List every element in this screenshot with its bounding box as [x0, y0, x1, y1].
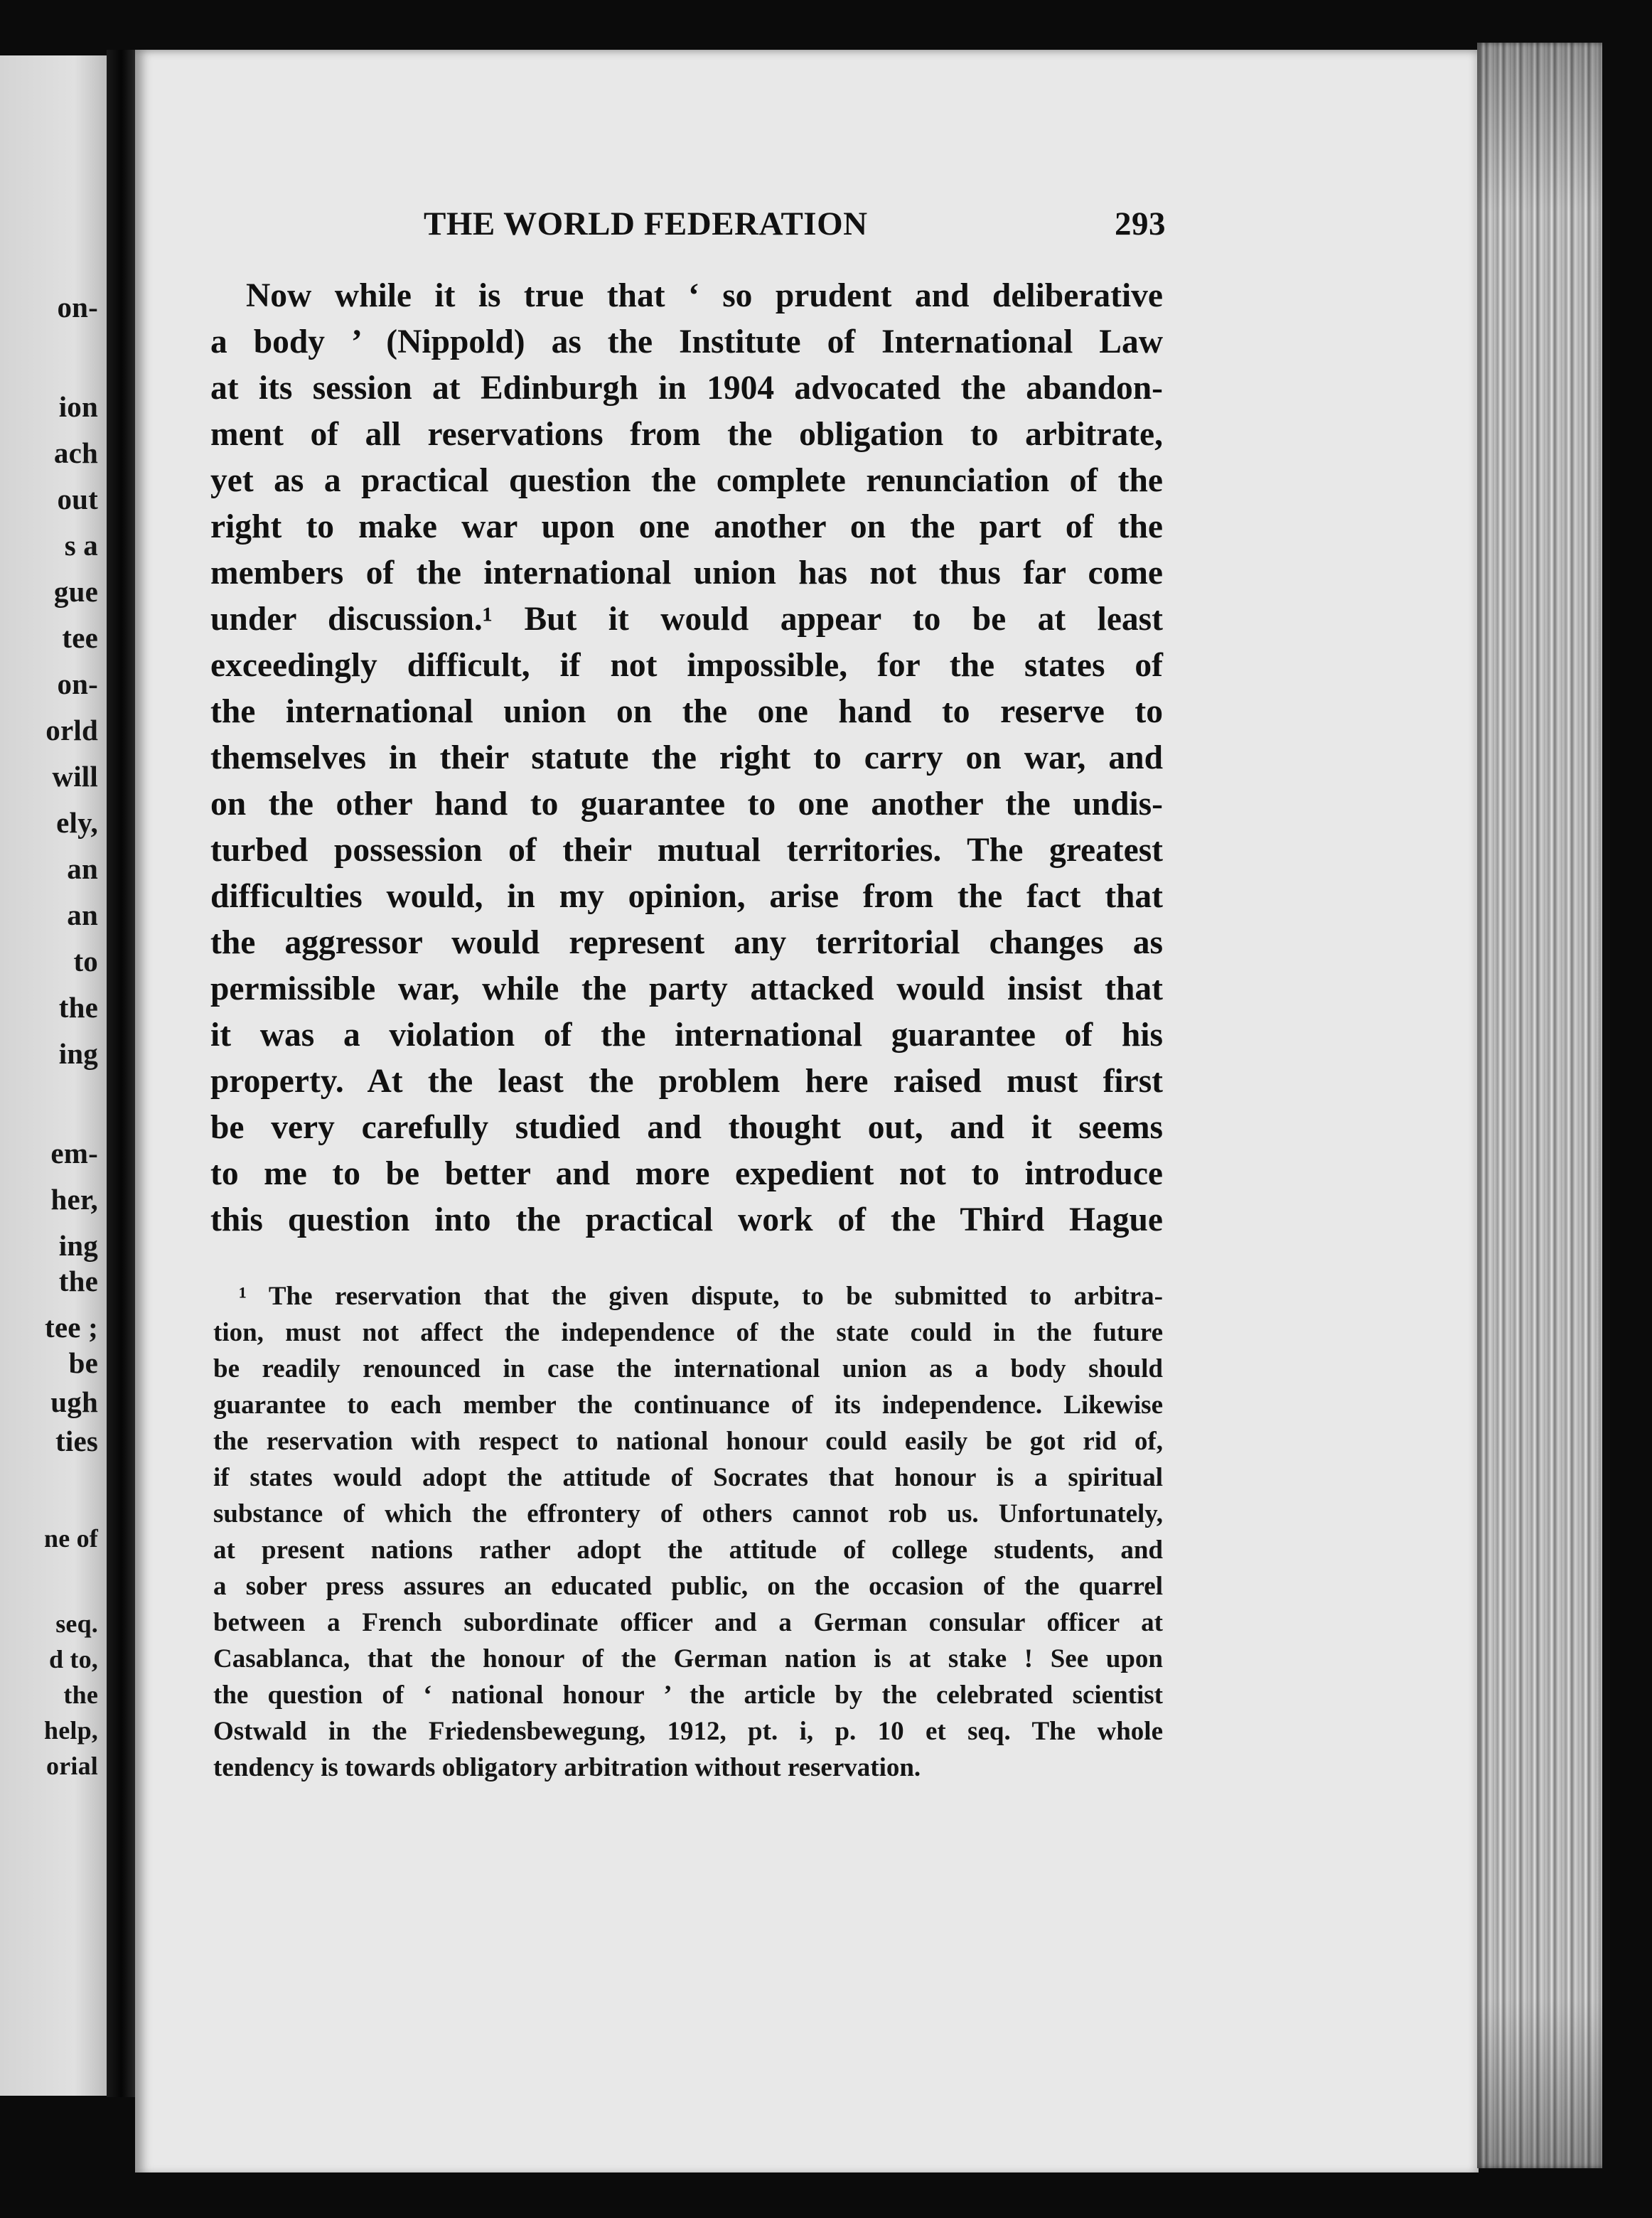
facing-page-fragment: gue: [53, 575, 98, 608]
footnote-line: the reservation with respect to national honour could easily be got rid of,: [213, 1427, 1163, 1456]
body-line: members of the international union has not thus far come: [210, 554, 1163, 591]
body-line: the international union on the one hand to reserve to: [210, 693, 1163, 730]
facing-page-fragment: ugh: [50, 1386, 98, 1418]
body-line: property. At the least the problem here raised must first: [210, 1063, 1163, 1100]
facing-page-fragment: orial: [46, 1752, 98, 1780]
facing-page-fragment: on-: [57, 291, 98, 323]
facing-page-edge: [0, 55, 107, 2096]
facing-page-fragment: the: [58, 991, 98, 1024]
facing-page-fragment: ion: [58, 390, 98, 423]
facing-page-fragment: be: [68, 1346, 98, 1379]
facing-page-fragment: out: [57, 483, 98, 515]
body-line: themselves in their statute the right to carry on war, and: [210, 739, 1163, 776]
body-line: permissible war, while the party attacked would insist that: [210, 970, 1163, 1007]
body-line: to me to be better and more expedient not to introduce: [210, 1155, 1163, 1192]
footnote-line: tion, must not affect the independence of the state could in the future: [213, 1318, 1163, 1347]
facing-page-fragment: d to,: [48, 1645, 98, 1673]
running-head-title: THE WORLD FEDERATION: [424, 205, 868, 242]
facing-page-fragment: her,: [50, 1183, 98, 1216]
body-line: difficulties would, in my opinion, arise from the fact that: [210, 878, 1163, 915]
footnote-line: Casablanca, that the honour of the German nation is at stake ! See upon: [213, 1644, 1163, 1673]
footnote-line: tendency is towards obligatory arbitration without reservation.: [213, 1753, 921, 1782]
body-line: under discussion.¹ But it would appear to be at least: [210, 601, 1163, 638]
facing-page-fragment: ing: [58, 1229, 98, 1262]
body-line: ment of all reservations from the obligation to arbitrate,: [210, 416, 1163, 453]
facing-page-fragment: orld: [45, 714, 98, 746]
facing-page-fragment: on-: [57, 668, 98, 700]
facing-page-fragment: seq.: [55, 1609, 98, 1638]
page-stack-shadow: [1477, 43, 1602, 2168]
facing-page-fragment: ties: [55, 1425, 98, 1457]
body-line: exceedingly difficult, if not impossible, for the states of: [210, 647, 1163, 684]
facing-page-fragment: help,: [43, 1716, 98, 1745]
footnote-line: at present nations rather adopt the attitude of college students, and: [213, 1536, 1163, 1565]
footnote-line: Ostwald in the Friedensbewegung, 1912, pt. i, p. 10 et seq. The whole: [213, 1717, 1163, 1746]
body-line: right to make war upon one another on the part of the: [210, 508, 1163, 545]
footnote-line: substance of which the effrontery of others cannot rob us. Unfortunately,: [213, 1499, 1163, 1528]
body-line: Now while it is true that ‘ so prudent and deliberative: [246, 277, 1163, 314]
facing-page-fragment: ach: [53, 436, 98, 469]
book-gutter: [107, 50, 136, 2097]
footnote-line: be readily renounced in case the international union as a body should: [213, 1354, 1163, 1383]
facing-page-fragment: to: [73, 945, 98, 977]
body-line: turbed possession of their mutual territories. The greatest: [210, 832, 1163, 869]
facing-page-fragment: ne of: [44, 1524, 98, 1553]
scan-border: [135, 2173, 1479, 2218]
facing-page-fragment: s a: [64, 529, 98, 562]
body-line: a body ’ (Nippold) as the Institute of International Law: [210, 323, 1163, 360]
facing-page-fragment: the: [63, 1681, 98, 1709]
footnote-line: ¹ The reservation that the given dispute, to be submitted to arbitra-: [239, 1282, 1163, 1311]
body-line: at its session at Edinburgh in 1904 advocated the abandon-: [210, 370, 1163, 407]
footnote-line: between a French subordinate officer and a German consular officer at: [213, 1608, 1163, 1637]
page-number: 293: [1115, 205, 1166, 242]
facing-page-fragment: an: [67, 899, 98, 931]
facing-page-fragment: the: [58, 1265, 98, 1297]
facing-page-fragment: em-: [50, 1137, 98, 1169]
body-line: yet as a practical question the complete renunciation of the: [210, 462, 1163, 499]
body-line: this question into the practical work of the Third Hague: [210, 1201, 1163, 1238]
footnote-line: if states would adopt the attitude of Socrates that honour is a spiritual: [213, 1463, 1163, 1492]
footnote-line: a sober press assures an educated public, on the occasion of the quarrel: [213, 1572, 1163, 1601]
facing-page-fragment: ing: [58, 1037, 98, 1070]
facing-page-fragment: tee ;: [45, 1311, 98, 1344]
footnote-line: the question of ‘ national honour ’ the article by the celebrated scientist: [213, 1681, 1163, 1710]
body-line: be very carefully studied and thought out, and it seems: [210, 1109, 1163, 1146]
body-line: it was a violation of the international guarantee of his: [210, 1017, 1163, 1054]
body-line: the aggressor would represent any territorial changes as: [210, 924, 1163, 961]
facing-page-fragment: will: [52, 760, 98, 793]
footnote-line: guarantee to each member the continuance of its independence. Likewise: [213, 1391, 1163, 1420]
facing-page-fragment: ely,: [56, 806, 98, 839]
facing-page-fragment: an: [67, 852, 98, 885]
facing-page-fragment: tee: [62, 621, 98, 654]
body-line: on the other hand to guarantee to one another the undis-: [210, 786, 1163, 823]
